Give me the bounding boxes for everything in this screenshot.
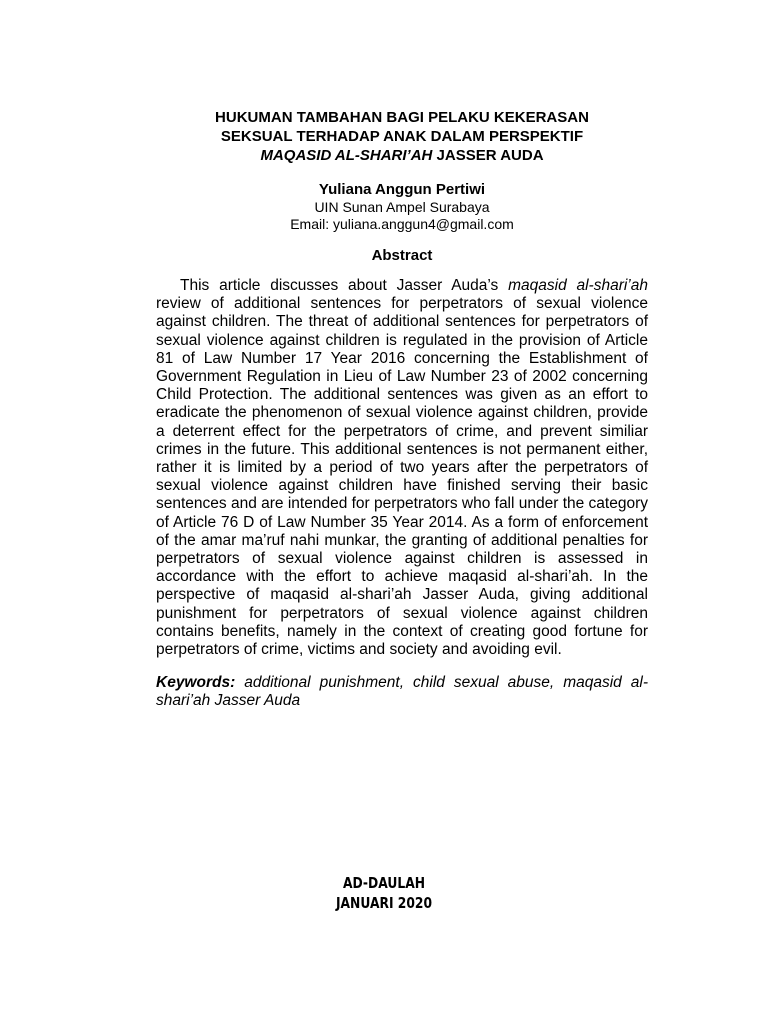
title-italic-term: MAQASID AL-SHARI’AH bbox=[260, 147, 433, 164]
title-line-1: HUKUMAN TAMBAHAN BAGI PELAKU KEKERASAN bbox=[215, 109, 589, 126]
keywords-label: Keywords: bbox=[156, 674, 236, 692]
paper-title bbox=[156, 108, 648, 165]
abstract-heading: Abstract bbox=[371, 247, 433, 264]
paper-page bbox=[156, 108, 648, 711]
author-name: Yuliana Anggun Pertiwi bbox=[318, 181, 486, 198]
author-affiliation: UIN Sunan Ampel Surabaya bbox=[314, 199, 490, 215]
publication-date: JANUARI 2020 bbox=[335, 894, 433, 912]
abstract-body bbox=[156, 277, 648, 659]
abstract-text-rest: review of additional sentences for perpetrators of sexual violence against children. The threat of additional sentences for perpetrators of sexual violence against children is regulated in the provision of Article 81 of Law Number 17 Year 2016 concerning the Establishment of Government Regulation in Lieu of Law Number 23 of 2002 concerning Child Protection. The additional sentences was given as an effort to eradicate the phenomenon of sexual violence against children, provide a deterrent effect for the perpetrators of crime, and prevent similiar crimes in the future. This additional sentences is not permanent either, rather it is limited by a period of two years after the perpetrators of sexual violence against children have finished serving their basic sentences and are intended for perpetrators who fall under the category of Article 76 D of Law Number 35 Year 2014. As a form of enforcement of the amar ma’ruf nahi munkar, the granting of additional penalties for perpetrators of sexual violence against children is assessed in accordance with the effort to achieve maqasid al-shari’ah. In the perspective of maqasid al-shari’ah Jasser Auda, giving additional punishment for perpetrators of sexual violence against children contains benefits, namely in the context of creating good fortune for perpetrators of crime, victims and society and avoiding evil. bbox=[156, 295, 649, 659]
title-line-3-rest: JASSER AUDA bbox=[432, 147, 544, 164]
footer bbox=[69, 873, 699, 913]
journal-name: AD-DAULAH bbox=[342, 874, 426, 892]
keywords-text: additional punishment, child sexual abuse, maqasid al-shari’ah Jasser Auda bbox=[156, 674, 648, 710]
title-line-3 bbox=[156, 146, 648, 165]
title-line-2: SEKSUAL TERHADAP ANAK DALAM PERSPEKTIF bbox=[220, 128, 584, 145]
abstract-italic-term: maqasid al-shari’ah bbox=[508, 277, 648, 294]
abstract-text-start: This article discusses about Jasser Auda’s bbox=[180, 277, 509, 294]
author-email: Email: yuliana.anggun4@gmail.com bbox=[290, 216, 514, 232]
keywords bbox=[156, 674, 648, 710]
